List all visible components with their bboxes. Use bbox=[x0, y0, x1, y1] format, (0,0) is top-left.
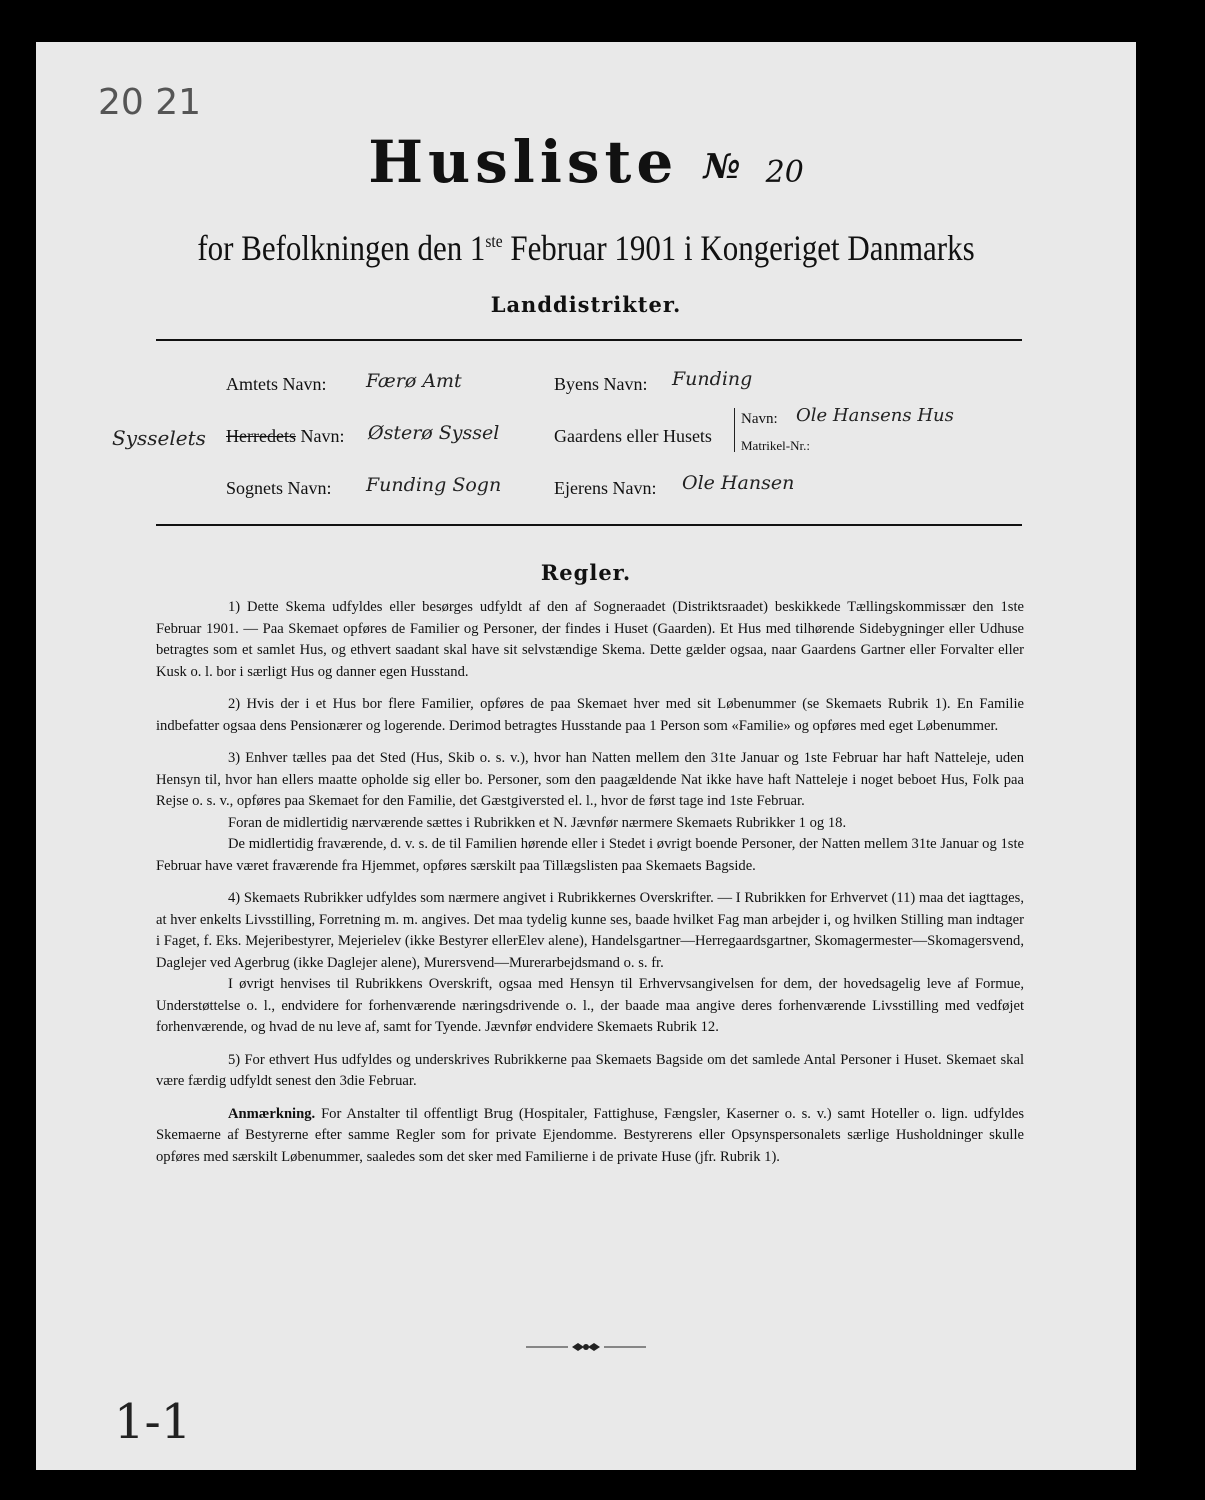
navn-value: Ole Hansens Hus bbox=[796, 405, 954, 426]
rules-heading: Regler. bbox=[540, 560, 632, 585]
note bbox=[156, 1104, 1024, 1169]
ejer-value: Ole Hansen bbox=[682, 472, 795, 494]
subtitle-post: Februar 1901 i Kongeriget Danmarks bbox=[502, 228, 975, 268]
bottom-handwritten-mark: 1-1 bbox=[114, 1394, 192, 1450]
rule-3-nearby: Foran de midlertidig nærværende sættes i Rubrikken et N. Jævnfør nærmere Skemaets Rubrikker 1 og 18. bbox=[228, 814, 847, 831]
top-rule bbox=[156, 339, 1022, 341]
subtitle-sup: ste bbox=[485, 231, 503, 251]
ejer-label: Ejerens Navn: bbox=[554, 478, 657, 498]
amt-value: Færø Amt bbox=[366, 370, 462, 392]
rules-body bbox=[156, 597, 1024, 1179]
sogn-label: Sognets Navn: bbox=[226, 478, 332, 498]
page-title bbox=[36, 128, 1136, 196]
form-page bbox=[36, 42, 1136, 1470]
by-label: Byens Navn: bbox=[554, 374, 648, 394]
ornament-divider bbox=[36, 1340, 1136, 1358]
note-label: Anmærkning. bbox=[228, 1105, 316, 1122]
subtitle-pre: for Befolkningen den 1 bbox=[197, 228, 486, 268]
rule-3-absent: De midlertidig fraværende, d. v. s. de til Familien hørende eller i Stedet i øvrigt boende Personer, der Natten mellem 31te Januar og 1ste Februar have været fraværende fra Hjemmet, opføres særskilt paa Tillægslisten paa Skemaets Bagside. bbox=[156, 836, 1024, 874]
rule-3: 3) Enhver tælles paa det Sted (Hus, Skib o. s. v.), hvor han Natten mellem den 31te Januar og 1ste Februar har haft Natteleje, uden Hensyn til, hvor han ellers maatte opholde sig eller bo. Personer, som den paagældende Nat ikke have haft Natteleje i noget beboet Hus, Folk paa Rejse o. s. v., opføres paa Skemaet for den Familie, det Gæstgiversted el. l., hvor de først tage ind 1ste Februar. bbox=[156, 750, 1024, 809]
archive-pencil-numbers: 20 21 bbox=[98, 82, 202, 123]
number-value: 20 bbox=[765, 155, 804, 190]
herred-label bbox=[226, 426, 344, 447]
amt-label: Amtets Navn: bbox=[226, 374, 327, 394]
rule-1: 1) Dette Skema udfyldes eller besørges udfyldt af den af Sogneraadet (Distriktsraadet) beskikkede Tællingskommissær den 1ste Februar 1901. — Paa Skemaet opføres de Familier og Personer, der findes i Huset (Gaarden). Et Hus med tilhørende Sidebygninger eller Udhuse betragtes som et samlet Hus, og ethvert saadant skal have sit selvstændige Skema. Dette gælder ogsaa, naar Gaardens Gartner eller Forvalter eller Kusk o. l. bor i særligt Hus og danner egen Husstand. bbox=[156, 599, 1024, 680]
rule-4-continued: I øvrigt henvises til Rubrikkens Overskrift, ogsaa med Hensyn til Erhvervsangivelsen for dem, der hovedsagelig leve af Formue, Understøttelse o. l., endvidere for forhenværende næringsdrivende o. l., der baade maa angive deres forhenværende Livsstilling med vedføjet forhenværende, og hvad de nu leve af, samt for Tyende. Jævnfør endvidere Skemaets Rubrik 12. bbox=[156, 976, 1024, 1035]
herred-value: Østerø Syssel bbox=[368, 422, 500, 444]
gaard-label: Gaardens eller Husets bbox=[554, 426, 712, 446]
district-heading: Landdistrikter. bbox=[490, 292, 682, 317]
herred-label-rest: Navn: bbox=[295, 426, 345, 446]
subtitle bbox=[113, 227, 1059, 269]
rule-5: 5) For ethvert Hus udfyldes og underskrives Rubrikkerne paa Skemaets Bagside om det samlede Antal Personer i Huset. Skemaet skal være færdig udfyldt senest den 3die Februar. bbox=[156, 1051, 1024, 1089]
sogn-value: Funding Sogn bbox=[366, 474, 502, 496]
ornament-icon bbox=[526, 1340, 646, 1354]
note-text: For Anstalter til offentligt Brug (Hospitaler, Fattighuse, Fængsler, Kaserner o. s. v.) samt Hoteller o. lign. udfyldes Skemaerne af Bestyrerne efter samme Regler som for private Ejendomme. Bestyrerens eller Opsynspersonalets særlige Husholdninger skulle opføres med særskilt Løbenummer, saaledes som det sker med Familierne i de private Huse (jfr. Rubrik 1). bbox=[156, 1105, 1024, 1165]
number-label: № bbox=[703, 147, 741, 187]
by-value: Funding bbox=[672, 368, 753, 390]
navn-label: Navn: bbox=[741, 411, 778, 427]
rule-4: 4) Skemaets Rubrikker udfyldes som nærmere angivet i Rubrikkernes Overskrifter. — I Rubrikken for Erhvervet (11) maa det iagttages, at hver enkelts Livsstilling, Forretning m. m. angives. Det maa tydelig kunne ses, baade hvilket Fag man arbejder i, og hvilken Stilling man indtager i Faget, f. Eks. Mejeribestyrer, Mejerielev (ikke Bestyrer ellerElev alene), Handelsgartner—Herregaardsgartner, Skomagermester—Skomagersvend, Daglejer ved Agerbrug (ikke Daglejer alene), Murersvend—Murerarbejdsmand o. s. fr. bbox=[156, 890, 1024, 971]
title-text: Husliste bbox=[368, 128, 679, 196]
matrikel-label: Matrikel-Nr.: bbox=[741, 438, 810, 453]
sysselets-handwritten: Sysselets bbox=[112, 426, 206, 450]
middle-rule bbox=[156, 524, 1022, 526]
rule-2: 2) Hvis der i et Hus bor flere Familier, opføres de paa Skemaet hver med sit Løbenummer (se Skemaets Rubrik 1). En Familie indbefatter ogsaa dens Pensionærer og logerende. Derimod betragtes Husstande paa 1 Person som «Familie» og opføres med eget Løbenummer. bbox=[156, 696, 1024, 734]
gaard-bracket bbox=[734, 408, 737, 452]
herred-label-struck: Herredets bbox=[226, 426, 296, 446]
